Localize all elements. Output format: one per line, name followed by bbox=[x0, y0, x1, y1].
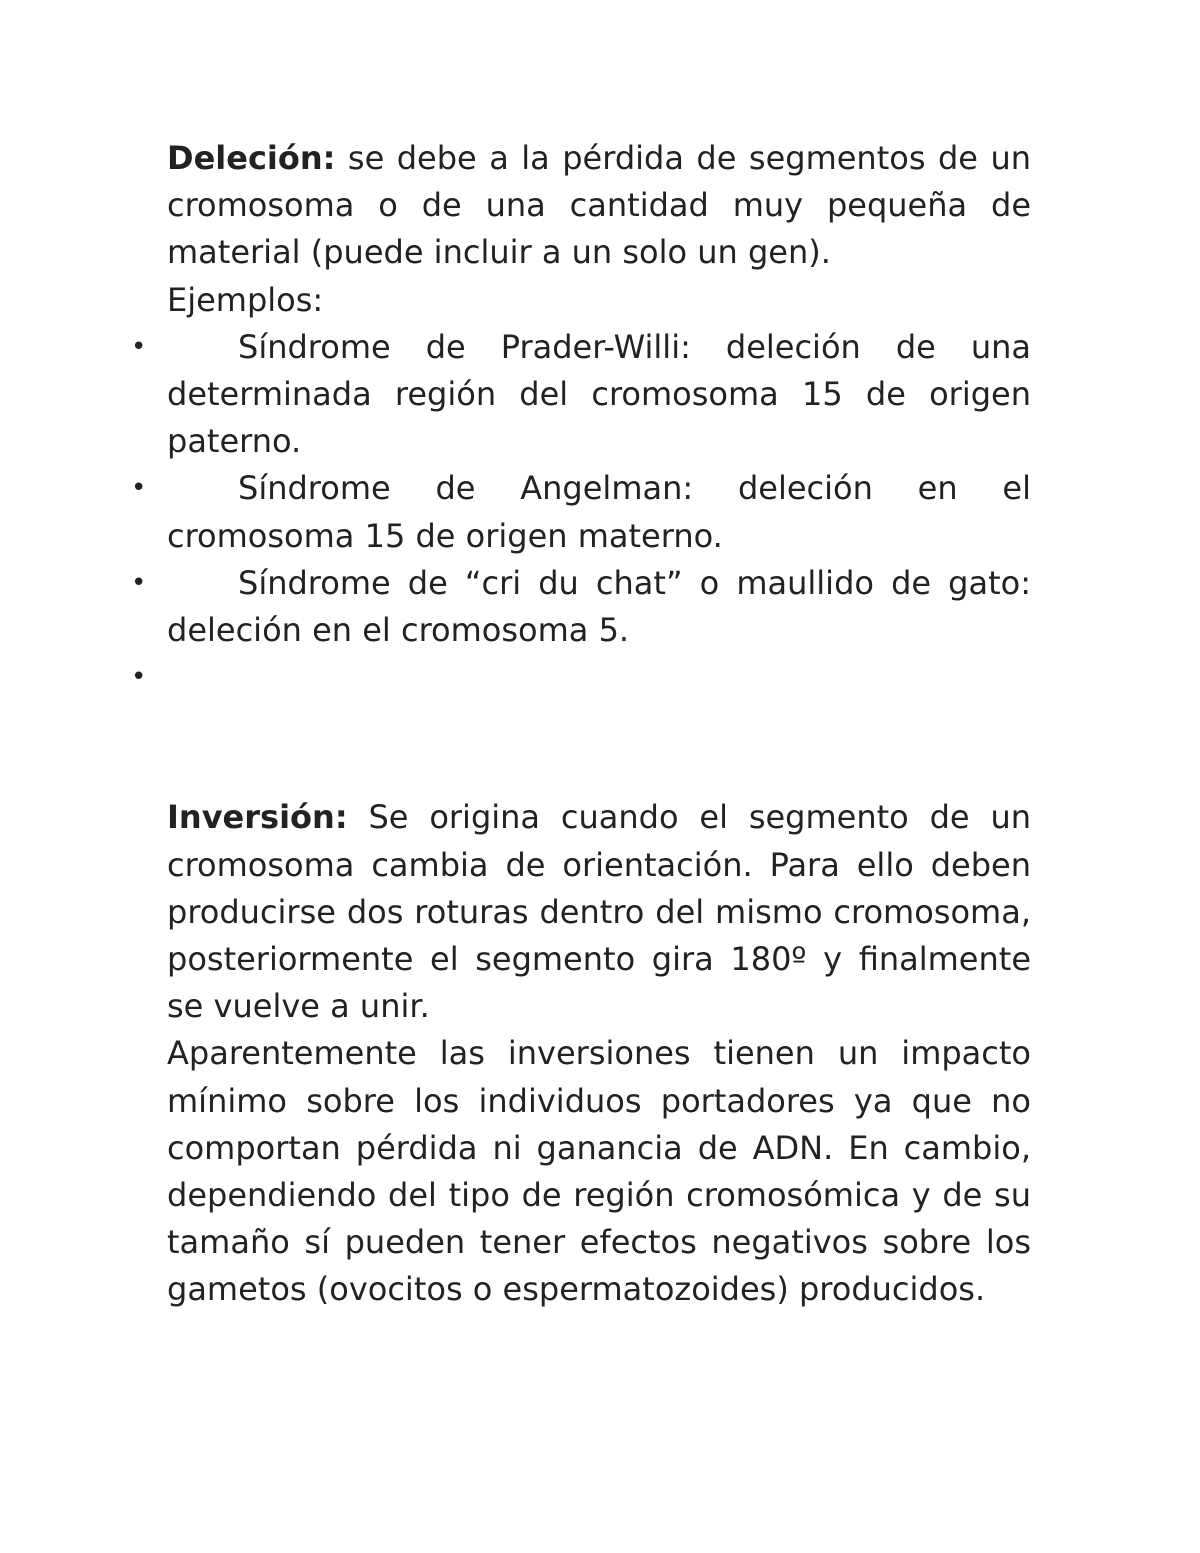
document-body bbox=[131, 135, 1032, 1314]
inversion-term: Inversión: bbox=[167, 798, 348, 837]
inversion-definition: Se origina cuando el segmento de un cromosoma cambia de orientación. Para ello deben producirse dos roturas dentro del mismo cromosoma, posteriormente el segmento gira 180º y finalmente se vuelve a unir. bbox=[167, 798, 1032, 1026]
delecion-term: Deleción: bbox=[167, 139, 336, 177]
bullet-icon: • bbox=[131, 473, 147, 504]
delecion-paragraph bbox=[167, 135, 1031, 277]
example-text: Síndrome de “cri du chat” o maullido de gato: deleción en el cromosoma 5. bbox=[167, 563, 1031, 650]
examples-label: Ejemplos: bbox=[167, 280, 324, 319]
bullet-icon: • bbox=[131, 331, 147, 362]
list-item bbox=[131, 465, 1031, 559]
inversion-paragraph bbox=[167, 794, 1031, 1030]
list-item bbox=[131, 324, 1031, 466]
examples-list bbox=[131, 324, 1031, 702]
delecion-definition: se debe a la pérdida de segmentos de un cromosoma o de una cantidad muy pequeña de material (puede incluir a un solo un gen). bbox=[167, 139, 1032, 272]
section-spacer bbox=[167, 701, 1031, 794]
list-item bbox=[131, 654, 1031, 701]
example-text: Síndrome de Prader-Willi: deleción de una determinada región del cromosoma 15 de origen paterno. bbox=[167, 327, 1031, 461]
bullet-icon: • bbox=[131, 567, 147, 598]
bullet-icon: • bbox=[131, 662, 147, 693]
example-text: Síndrome de Angelman: deleción en el cromosoma 15 de origen materno. bbox=[167, 469, 1031, 555]
inversion-paragraph-2: Aparentemente las inversiones tienen un impacto mínimo sobre los individuos portadores ya que no comportan pérdida ni ganancia de ADN. En cambio, dependiendo del tipo de región cromosómica y de su tamaño sí pueden tener efectos negativos sobre los gametos (ovocitos o espermatozoides) producidos. bbox=[167, 1034, 1031, 1309]
list-item bbox=[131, 560, 1031, 654]
